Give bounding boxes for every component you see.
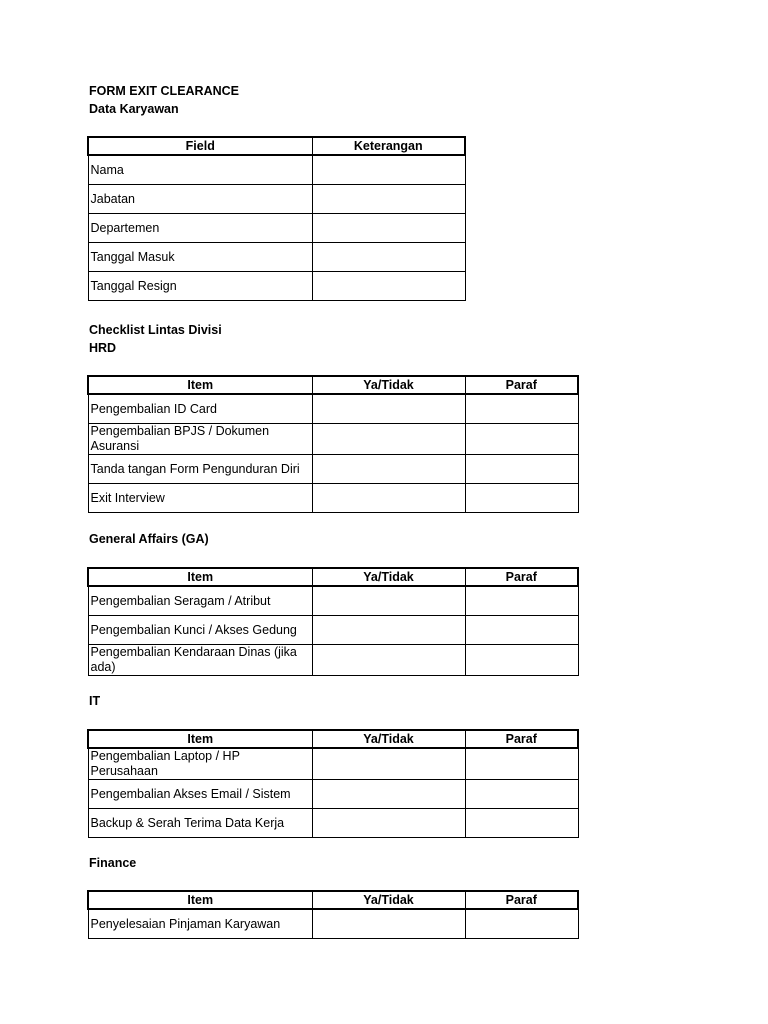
keterangan-cell[interactable] — [312, 243, 465, 272]
table-row — [88, 455, 578, 484]
column-header-ya-tidak: Ya/Tidak — [312, 730, 465, 748]
keterangan-cell[interactable] — [312, 185, 465, 214]
ya-tidak-cell[interactable] — [312, 616, 465, 645]
paraf-cell[interactable] — [465, 455, 578, 484]
column-header-item: Item — [88, 376, 312, 394]
paraf-cell[interactable] — [465, 809, 578, 838]
paraf-cell[interactable] — [465, 484, 578, 513]
employee-data-table — [87, 136, 466, 301]
table-header-row — [88, 891, 578, 909]
column-header-paraf: Paraf — [465, 376, 578, 394]
ya-tidak-cell[interactable] — [312, 748, 465, 780]
field-label: Tanggal Resign — [88, 272, 312, 301]
column-header-item: Item — [88, 730, 312, 748]
it-checklist-table — [87, 729, 579, 838]
column-header-field: Field — [88, 137, 312, 155]
division-heading-hrd: HRD — [89, 341, 117, 355]
item-cell: Penyelesaian Pinjaman Karyawan — [88, 909, 312, 939]
ya-tidak-cell[interactable] — [312, 455, 465, 484]
division-heading-it: IT — [89, 694, 101, 708]
item-cell: Pengembalian Kunci / Akses Gedung — [88, 616, 312, 645]
keterangan-cell[interactable] — [312, 272, 465, 301]
keterangan-cell[interactable] — [312, 155, 465, 185]
paraf-cell[interactable] — [465, 586, 578, 616]
column-header-paraf: Paraf — [465, 891, 578, 909]
table-row — [88, 155, 465, 185]
table-header-row — [88, 376, 578, 394]
ya-tidak-cell[interactable] — [312, 394, 465, 424]
table-row — [88, 394, 578, 424]
field-label: Tanggal Masuk — [88, 243, 312, 272]
column-header-ya-tidak: Ya/Tidak — [312, 568, 465, 586]
item-cell: Pengembalian Seragam / Atribut — [88, 586, 312, 616]
column-header-ya-tidak: Ya/Tidak — [312, 376, 465, 394]
ya-tidak-cell[interactable] — [312, 424, 465, 455]
division-heading-ga: General Affairs (GA) — [89, 532, 209, 546]
finance-checklist-table — [87, 890, 579, 939]
table-row — [88, 243, 465, 272]
field-label: Departemen — [88, 214, 312, 243]
division-heading-finance: Finance — [89, 856, 137, 870]
item-cell: Pengembalian Laptop / HP Perusahaan — [88, 748, 312, 780]
table-header-row — [88, 568, 578, 586]
keterangan-cell[interactable] — [312, 214, 465, 243]
item-cell: Pengembalian ID Card — [88, 394, 312, 424]
paraf-cell[interactable] — [465, 394, 578, 424]
table-header-row — [88, 137, 465, 155]
table-row — [88, 272, 465, 301]
ga-checklist-table — [87, 567, 579, 676]
hrd-checklist-table — [87, 375, 579, 513]
ya-tidak-cell[interactable] — [312, 586, 465, 616]
field-label: Nama — [88, 155, 312, 185]
checklist-heading: Checklist Lintas Divisi — [89, 323, 222, 337]
table-row — [88, 616, 578, 645]
table-row — [88, 909, 578, 939]
paraf-cell[interactable] — [465, 645, 578, 676]
column-header-paraf: Paraf — [465, 730, 578, 748]
table-row — [88, 214, 465, 243]
item-cell: Backup & Serah Terima Data Kerja — [88, 809, 312, 838]
ya-tidak-cell[interactable] — [312, 780, 465, 809]
item-cell: Tanda tangan Form Pengunduran Diri — [88, 455, 312, 484]
table-row — [88, 748, 578, 780]
item-cell: Pengembalian BPJS / Dokumen Asuransi — [88, 424, 312, 455]
ya-tidak-cell[interactable] — [312, 809, 465, 838]
table-row — [88, 185, 465, 214]
paraf-cell[interactable] — [465, 748, 578, 780]
table-row — [88, 809, 578, 838]
table-row — [88, 586, 578, 616]
table-header-row — [88, 730, 578, 748]
item-cell: Exit Interview — [88, 484, 312, 513]
table-row — [88, 645, 578, 676]
ya-tidak-cell[interactable] — [312, 909, 465, 939]
ya-tidak-cell[interactable] — [312, 484, 465, 513]
paraf-cell[interactable] — [465, 909, 578, 939]
paraf-cell[interactable] — [465, 424, 578, 455]
table-row — [88, 780, 578, 809]
item-cell: Pengembalian Kendaraan Dinas (jika ada) — [88, 645, 312, 676]
column-header-item: Item — [88, 891, 312, 909]
column-header-item: Item — [88, 568, 312, 586]
paraf-cell[interactable] — [465, 616, 578, 645]
employee-section-heading: Data Karyawan — [89, 102, 179, 116]
paraf-cell[interactable] — [465, 780, 578, 809]
column-header-paraf: Paraf — [465, 568, 578, 586]
ya-tidak-cell[interactable] — [312, 645, 465, 676]
table-row — [88, 424, 578, 455]
column-header-ya-tidak: Ya/Tidak — [312, 891, 465, 909]
field-label: Jabatan — [88, 185, 312, 214]
form-title: FORM EXIT CLEARANCE — [89, 84, 239, 98]
item-cell: Pengembalian Akses Email / Sistem — [88, 780, 312, 809]
table-row — [88, 484, 578, 513]
column-header-keterangan: Keterangan — [312, 137, 465, 155]
